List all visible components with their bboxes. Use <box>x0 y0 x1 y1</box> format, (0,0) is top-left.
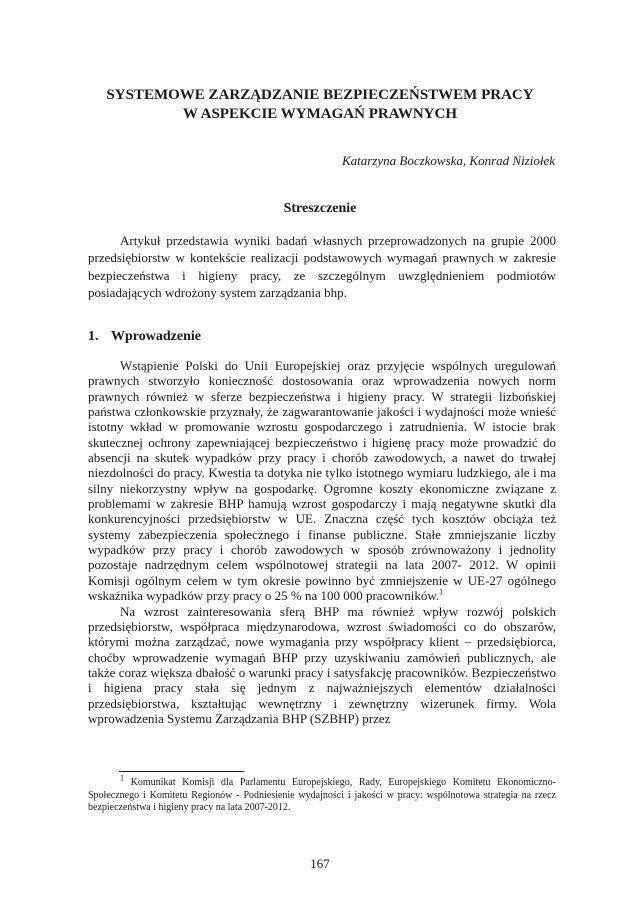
abstract-heading: Streszczenie <box>283 201 357 216</box>
section-body <box>88 358 556 726</box>
footnote-text: Komunikat Komisji dla Parlamentu Europejskiego, Rady, Europejskiego Komitetu Ekonomiczno-Społecznego i Komitetu Regionów - Podniesienie wydajności i jakości w pracy: wspólnotowa strategia na rzecz bezpieczeństwa i higieny pracy na lata 2007-2012. <box>88 777 556 814</box>
paragraph-2: Na wzrost zainteresowania sferą BHP ma również wpływ rozwój polskich przedsiębiorstw, współpraca międzynarodowa, wzrost świadomości co do obszarów, którymi można zarządzać, nowe wymagania przy współpracy klient – przedsiębiorca, choćby wprowadzenie wymagań BHP przy uzyskiwaniu zamówień publicznych, ale także coraz większa dbałość o warunki pracy i satysfakcję pracowników. Bezpieczeństwo i higiena pracy stała się jednym z najważniejszych elementów działalności przedsiębiorstwa, kształtując wewnętrzny i zewnętrzny wizerunek firmy. Wola wprowadzenia Systemu Zarządzania BHP (SZBHP) przez <box>88 603 556 726</box>
section-title: Wprowadzenie <box>111 329 201 344</box>
footnote-separator <box>119 771 244 772</box>
abstract-text: Artykuł przedstawia wyniki badań własnych przeprowadzonych na grupie 2000 przedsiębiorstw w kontekście realizacji podstawowych wymagań prawnych w zakresie bezpieczeństwa i higieny pracy, ze szczególnym uwzględnieniem podmiotów posiadających wdrożony system zarządzania bhp. <box>88 233 556 300</box>
title-line-1: SYSTEMOWE ZARZĄDZANIE BEZPIECZEŃSTWEM PRACY <box>106 87 534 103</box>
footnote <box>88 773 556 815</box>
page-number: 167 <box>310 856 330 871</box>
footnote-reference: 1 <box>439 587 444 597</box>
article-title <box>60 86 580 124</box>
paragraph-1 <box>88 358 556 604</box>
authors: Katarzyna Boczkowska, Konrad Niziołek <box>341 153 555 168</box>
title-line-2: W ASPEKCIE WYMAGAŃ PRAWNYCH <box>182 106 458 122</box>
section-number: 1. <box>88 329 99 344</box>
paragraph-1-text: Wstąpienie Polski do Unii Europejskiej oraz przyjęcie wspólnych uregulowań prawnych stworzyło konieczność dostosowania oraz wprowadzenia nowych norm prawnych również w sferze bezpieczeństwa i higieny pracy. W strategii lizbońskiej państwa członkowskie przyznały, że zagwarantowanie jakości i wydajności może wnieść istotny wkład w promowanie wzrostu gospodarczego i zatrudnienia. W istocie brak skutecznej ochrony zapewniającej bezpieczeństwo i higienę pracy może prowadzić do absencji na skutek wypadków przy pracy i chorób zawodowych, a nawet do trwałej niezdolności do pracy. Kwestia ta dotyka nie tylko istotnego wymiaru ludzkiego, ale i ma silny niekorzystny wpływ na gospodarkę. Ogromne koszty ekonomiczne związane z problemami w zakresie BHP hamują wzrost gospodarczy i mają negatywne skutki dla konkurencyjności przedsiębiorstw w UE. Znaczna część tych kosztów obciąża też systemy zabezpieczenia społecznego i finanse publiczne. Stałe zmniejszanie liczby wypadków przy pracy i chorób zawodowych w sposób zrównoważony i jednolity pozostaje nadrzędnym celem wspólnotowej strategii na lata 2007- 2012. W opinii Komisji ogólnym celem w tym okresie powinno być zmniejszenie w UE-27 ogólnego wskaźnika wypadków przy pracy o 25 % na 100 000 pracowników. <box>88 358 556 604</box>
section-heading <box>88 329 201 345</box>
footnote-number: 1 <box>120 773 124 783</box>
